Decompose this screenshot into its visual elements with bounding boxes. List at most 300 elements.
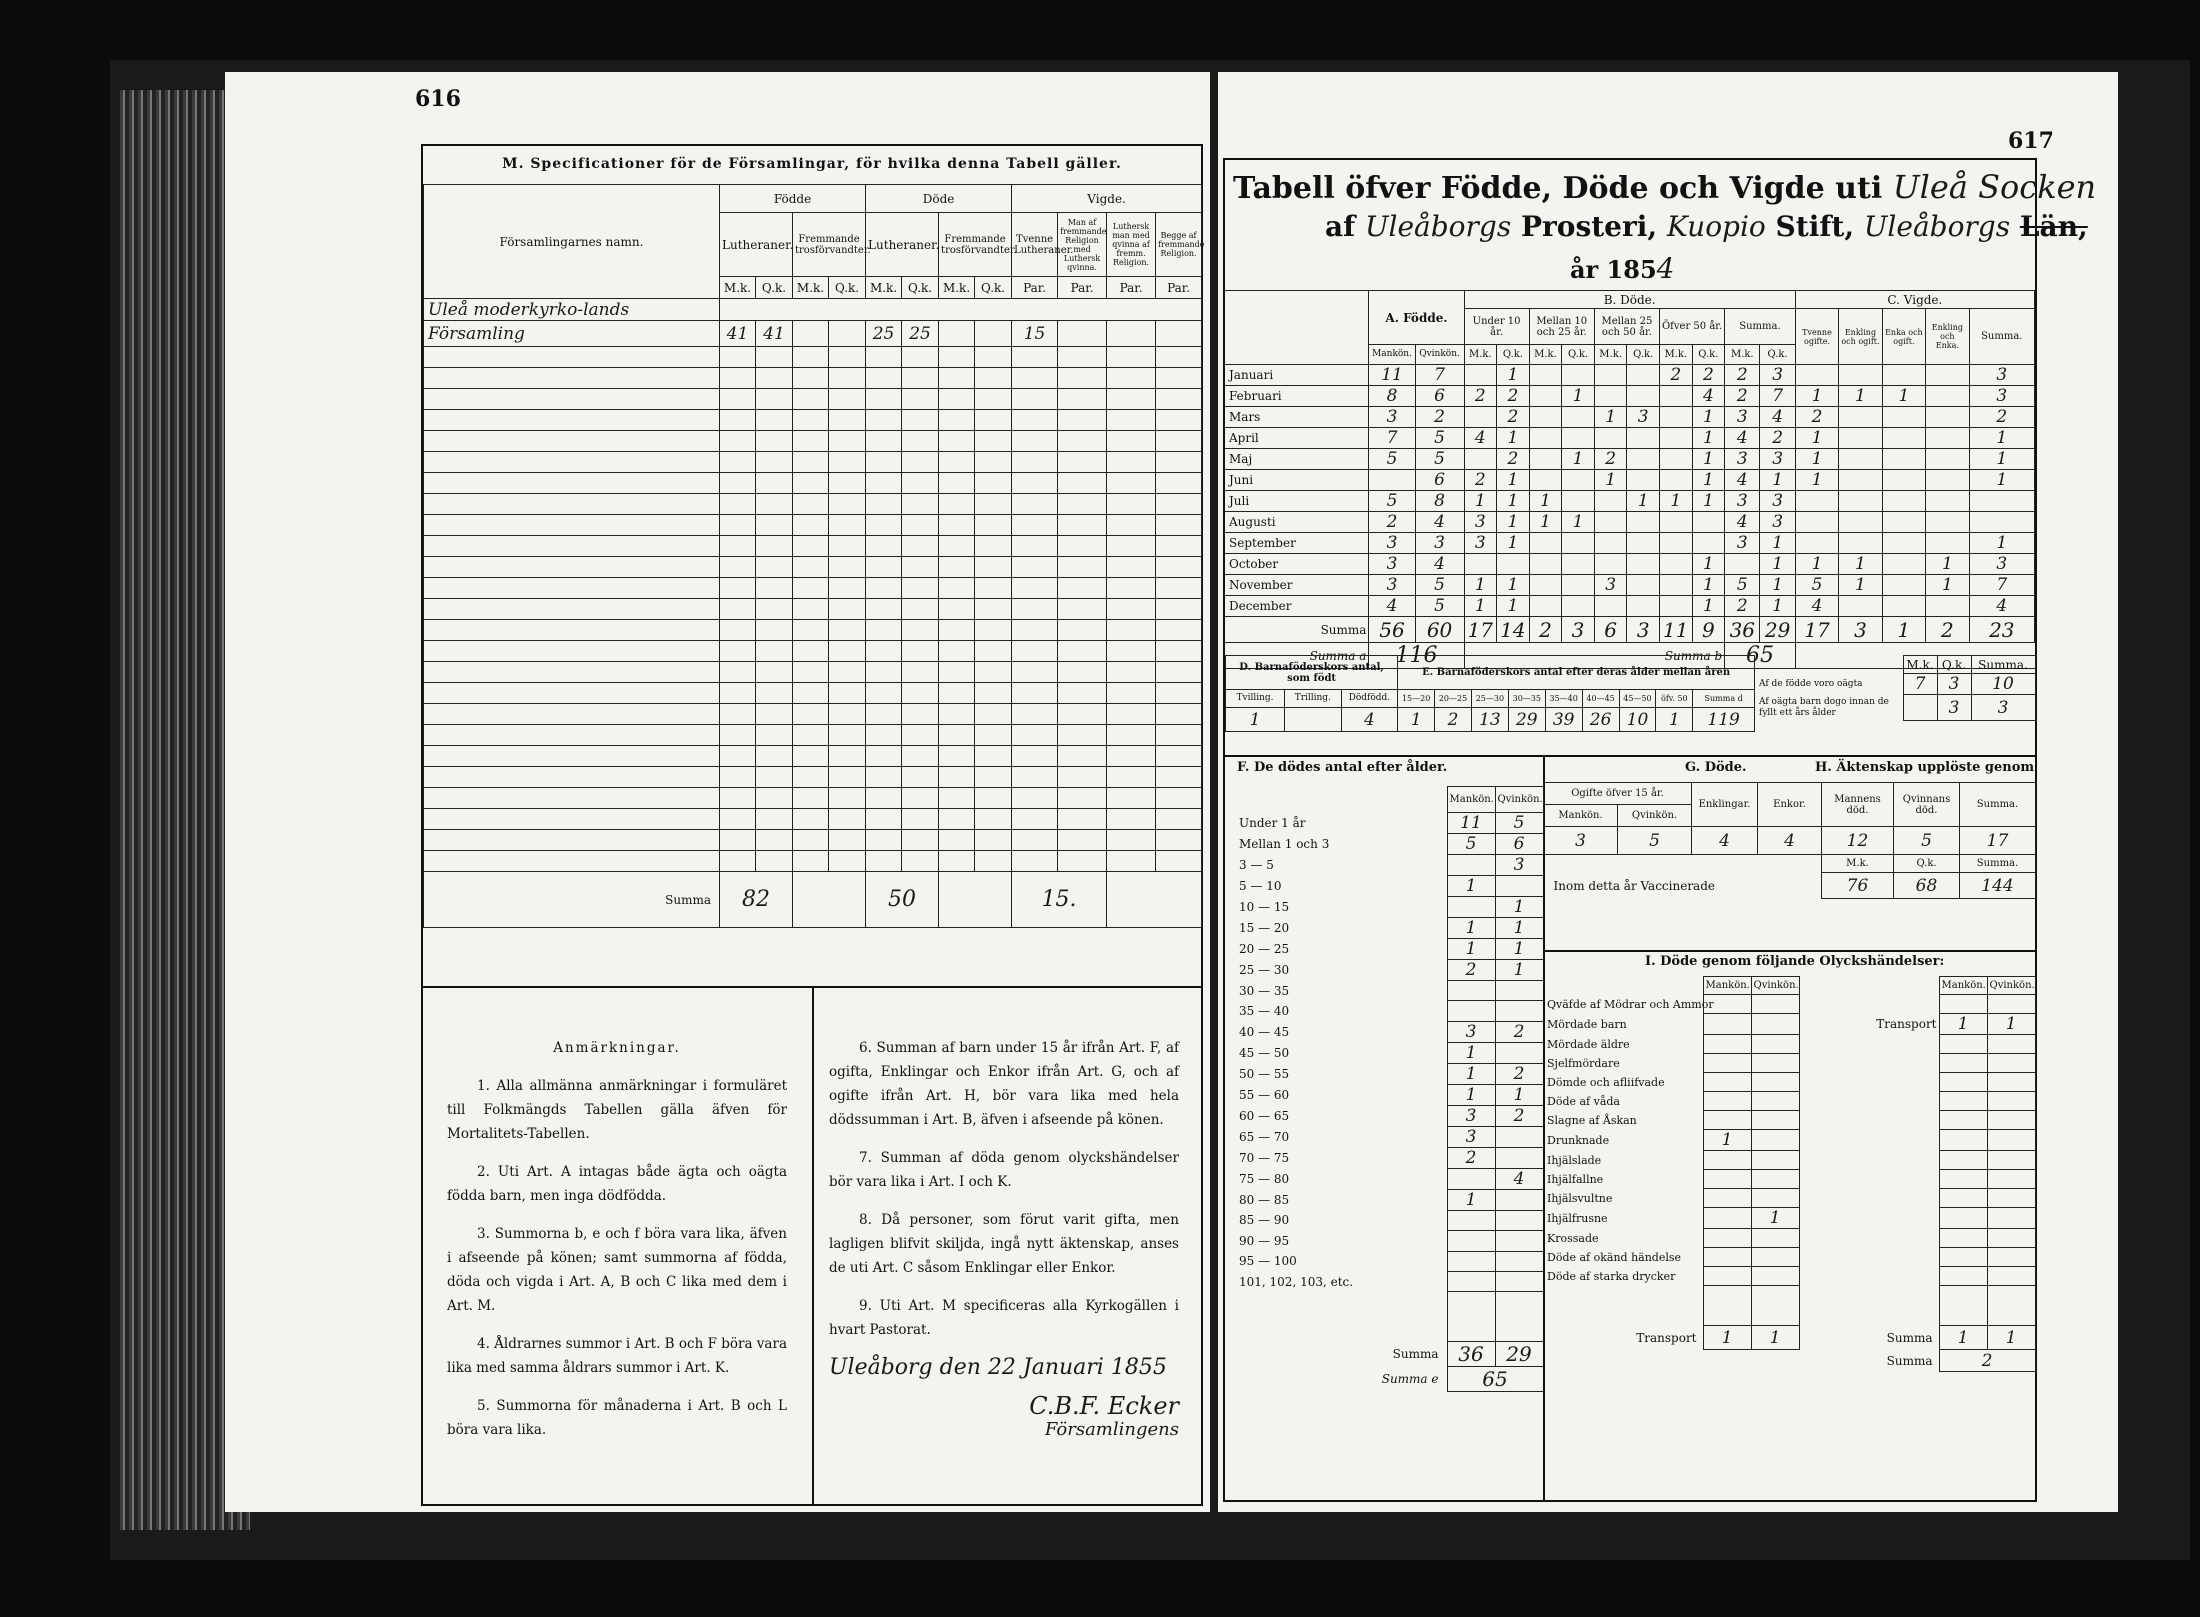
m-empty-cell xyxy=(939,557,975,578)
month-name: November xyxy=(1225,575,1369,596)
m-empty-cell xyxy=(1058,431,1107,452)
m-empty-cell xyxy=(1012,368,1058,389)
m-empty-cell xyxy=(1156,368,1202,389)
m-empty-cell xyxy=(1156,788,1202,809)
i-q xyxy=(1751,995,1799,1014)
m-empty-cell xyxy=(1107,536,1156,557)
m-empty-cell xyxy=(424,536,720,557)
month-cell: 1 xyxy=(1497,491,1530,512)
month-cell: 5 xyxy=(1415,596,1464,617)
i-row xyxy=(1543,1170,2035,1189)
m-empty-cell xyxy=(829,452,866,473)
month-cell: 4 xyxy=(1415,512,1464,533)
m-empty-cell xyxy=(793,851,829,872)
f-age: 5 — 10 xyxy=(1239,879,1282,893)
f-q xyxy=(1495,1126,1543,1147)
month-cell: 4 xyxy=(1795,596,1838,617)
m-empty-cell xyxy=(866,788,902,809)
i-transport-cell xyxy=(1799,1170,1939,1189)
m-empty-cell xyxy=(939,809,975,830)
month-cell xyxy=(1969,491,2034,512)
m-empty-cell xyxy=(720,767,756,788)
month-cell: 7 xyxy=(1415,365,1464,386)
m-empty-cell xyxy=(866,620,902,641)
i-row xyxy=(1543,1229,2035,1248)
g-qvinkon: Qvinkön. xyxy=(1618,805,1692,827)
summa-cell: 60 xyxy=(1415,617,1464,643)
m-empty-cell xyxy=(1012,767,1058,788)
i-m xyxy=(1703,1014,1751,1035)
f-row xyxy=(1225,1210,1543,1230)
e-col: 15—20 xyxy=(1398,690,1435,708)
m-empty-cell xyxy=(756,704,793,725)
f-m xyxy=(1447,1210,1495,1230)
month-cell xyxy=(1594,554,1627,575)
m-empty-cell xyxy=(756,368,793,389)
left-page xyxy=(225,72,1210,1512)
right-frame xyxy=(1223,158,2097,1502)
i-q xyxy=(1751,1248,1799,1267)
f-row xyxy=(1225,1042,1543,1063)
i-cause: Ihjälslade xyxy=(1547,1153,1602,1167)
i-q xyxy=(1751,1092,1799,1111)
month-cell xyxy=(1562,407,1595,428)
month-cell: 1 xyxy=(1529,491,1562,512)
m-empty-cell xyxy=(720,683,756,704)
m-empty-cell xyxy=(756,431,793,452)
m-empty-cell xyxy=(756,851,793,872)
i-transport-q xyxy=(1987,1248,2035,1267)
f-m: 1 xyxy=(1447,1063,1495,1084)
m-empty-cell xyxy=(424,515,720,536)
m-empty-cell xyxy=(1012,536,1058,557)
month-cell xyxy=(1692,512,1725,533)
m-empty-cell xyxy=(866,767,902,788)
m-empty-cell xyxy=(720,473,756,494)
m-empty-cell xyxy=(1058,788,1107,809)
m-empty-cell xyxy=(975,788,1012,809)
h-mannens: Mannens död. xyxy=(1822,783,1894,827)
d-val: 4 xyxy=(1341,708,1398,732)
a-head: A. Födde. xyxy=(1369,291,1464,345)
m-empty-cell xyxy=(866,725,902,746)
month-cell: 1 xyxy=(1562,449,1595,470)
summa-cell: 3 xyxy=(1562,617,1595,643)
ofodde-label: Af de födde voro oägta xyxy=(1759,678,1863,689)
m-empty-cell xyxy=(756,725,793,746)
note-5: 5. Summorna för månaderna i Art. B och L böra vara lika. xyxy=(447,1398,787,1438)
i-transport-m xyxy=(1939,1229,1987,1248)
e-val: 29 xyxy=(1508,708,1545,732)
month-cell xyxy=(1725,554,1760,575)
oagta-dog-val: 3 xyxy=(1937,695,1971,721)
m-empty-cell xyxy=(902,473,939,494)
i-transport-cell xyxy=(1799,1073,1939,1092)
i-row xyxy=(1543,1035,2035,1054)
title-2e: Stift, xyxy=(1775,210,1855,243)
i-transport-m xyxy=(1939,1170,1987,1189)
month-cell xyxy=(1464,407,1497,428)
month-cell xyxy=(1594,386,1627,407)
month-cell: 1 xyxy=(1562,386,1595,407)
f-row xyxy=(1225,1168,1543,1189)
i-m xyxy=(1703,1189,1751,1208)
i-q xyxy=(1751,1073,1799,1092)
c-group: Summa. xyxy=(1969,309,2034,365)
h-head: H. Äktenskap upplöste genom xyxy=(1815,760,2035,775)
m-empty-cell xyxy=(1107,725,1156,746)
transport-bottom-label: Transport xyxy=(1636,1330,1697,1345)
f-m: 1 xyxy=(1447,918,1495,939)
m-empty-cell xyxy=(975,410,1012,431)
f-age: 40 — 45 xyxy=(1239,1024,1290,1039)
i-transport-cell xyxy=(1799,1189,1939,1208)
month-cell xyxy=(1839,449,1882,470)
m-empty-cell xyxy=(975,473,1012,494)
f-row xyxy=(1225,1084,1543,1105)
m-empty-cell xyxy=(756,788,793,809)
month-name: Juli xyxy=(1225,491,1369,512)
e-val: 26 xyxy=(1582,708,1619,732)
m-empty-cell xyxy=(975,494,1012,515)
month-cell: 1 xyxy=(1839,386,1882,407)
m-empty-row xyxy=(424,536,1202,557)
b-group: Summa. xyxy=(1725,309,1796,345)
m-empty-cell xyxy=(756,536,793,557)
m-empty-cell xyxy=(1156,704,1202,725)
i-summa-q: 1 xyxy=(1987,1326,2035,1350)
month-cell: 1 xyxy=(1497,365,1530,386)
month-cell xyxy=(1464,365,1497,386)
month-cell: 3 xyxy=(1464,533,1497,554)
summa-e: 65 xyxy=(1447,1367,1543,1392)
m-empty-cell xyxy=(829,641,866,662)
f-q: 1 xyxy=(1495,1084,1543,1105)
m-empty-cell xyxy=(1156,851,1202,872)
m-empty-cell xyxy=(829,704,866,725)
gh-table xyxy=(1543,782,2036,899)
m-empty-cell xyxy=(975,767,1012,788)
month-cell: 1 xyxy=(1497,470,1530,491)
m-empty-cell xyxy=(756,347,793,368)
m-empty-cell xyxy=(793,599,829,620)
month-cell xyxy=(1926,386,1969,407)
month-cell: 1 xyxy=(1692,470,1725,491)
m-empty-row xyxy=(424,809,1202,830)
m-summa-vigde: 15. xyxy=(1012,872,1107,928)
m-table xyxy=(423,184,1205,928)
m-empty-cell xyxy=(793,431,829,452)
m-empty-cell xyxy=(720,578,756,599)
m-empty-cell xyxy=(1107,578,1156,599)
m-val xyxy=(1107,321,1156,347)
i-q xyxy=(1751,1054,1799,1073)
m-empty-cell xyxy=(1156,515,1202,536)
month-cell xyxy=(1464,449,1497,470)
month-row xyxy=(1225,449,2035,470)
month-cell: 1 xyxy=(1692,449,1725,470)
m-empty-cell xyxy=(939,473,975,494)
m-empty-cell xyxy=(720,788,756,809)
m-empty-cell xyxy=(756,578,793,599)
m-empty-cell xyxy=(866,452,902,473)
m-empty-cell xyxy=(975,347,1012,368)
i-summa-label: Summa xyxy=(1886,1330,1933,1345)
f-row xyxy=(1225,1126,1543,1147)
month-cell xyxy=(1659,554,1692,575)
m-empty-cell xyxy=(866,599,902,620)
m-empty-cell xyxy=(975,809,1012,830)
m-empty-cell xyxy=(866,494,902,515)
month-row xyxy=(1225,596,2035,617)
i-cause: Ihjälfrusne xyxy=(1547,1211,1608,1225)
month-cell: 1 xyxy=(1760,596,1795,617)
month-cell: 5 xyxy=(1369,449,1415,470)
f-summa-q: 29 xyxy=(1495,1342,1543,1367)
b-mk: M.k. xyxy=(1725,345,1760,365)
v-mk: M.k. xyxy=(1822,855,1894,873)
i-head: I. Döde genom följande Olyckshändelser: xyxy=(1645,954,1945,969)
i-m xyxy=(1703,1054,1751,1073)
month-cell: 1 xyxy=(1464,491,1497,512)
month-cell xyxy=(1692,533,1725,554)
m-empty-row xyxy=(424,830,1202,851)
g-enkor: Enkor. xyxy=(1758,783,1822,827)
month-cell: 3 xyxy=(1464,512,1497,533)
i-summa-m: 1 xyxy=(1939,1326,1987,1350)
m-empty-cell xyxy=(793,473,829,494)
f-row xyxy=(1225,1271,1543,1291)
e-col: öfv. 50 xyxy=(1656,690,1693,708)
f-age: Under 1 år xyxy=(1239,816,1306,830)
m-empty-cell xyxy=(756,452,793,473)
f-q: 2 xyxy=(1495,1063,1543,1084)
i-row xyxy=(1543,995,2035,1014)
i-transport-m xyxy=(1939,995,1987,1014)
m-empty-cell xyxy=(866,851,902,872)
m-empty-cell xyxy=(1156,641,1202,662)
month-cell xyxy=(1627,365,1660,386)
m-vigde: Vigde. xyxy=(1012,185,1202,213)
g-enklingar: Enklingar. xyxy=(1692,783,1758,827)
m-empty-cell xyxy=(829,368,866,389)
m-empty-cell xyxy=(975,704,1012,725)
m-empty-cell xyxy=(829,494,866,515)
month-name: December xyxy=(1225,596,1369,617)
month-cell xyxy=(1529,428,1562,449)
m-empty-cell xyxy=(829,578,866,599)
o-qk: Q.k. xyxy=(1937,656,1971,674)
i-transport-cell xyxy=(1799,1111,1939,1130)
m-empty-row xyxy=(424,683,1202,704)
m-summa-label: Summa xyxy=(424,872,720,928)
i-qvinkon: Qvinkön. xyxy=(1751,977,1799,995)
m-fodde: Födde xyxy=(720,185,866,213)
summa-cell: 2 xyxy=(1529,617,1562,643)
i-m xyxy=(1703,1111,1751,1130)
m-empty-cell xyxy=(902,725,939,746)
summa-cell: 36 xyxy=(1725,617,1760,643)
month-cell: 1 xyxy=(1594,407,1627,428)
i-transport-m xyxy=(1939,1035,1987,1054)
f-summa-m: 36 xyxy=(1447,1342,1495,1367)
m-empty-cell xyxy=(939,767,975,788)
m-dode-luth: Lutheraner. xyxy=(866,213,939,277)
m-empty-cell xyxy=(939,662,975,683)
i-cause: Ihjälsvultne xyxy=(1547,1191,1613,1205)
e-val: 1 xyxy=(1398,708,1435,732)
m-empty-cell xyxy=(902,851,939,872)
v-summa: Summa. xyxy=(1960,855,2036,873)
summa-cell: 3 xyxy=(1839,617,1882,643)
month-cell xyxy=(1594,512,1627,533)
month-cell: 3 xyxy=(1725,491,1760,512)
i-q xyxy=(1751,1170,1799,1189)
m-empty-cell xyxy=(720,725,756,746)
m-empty-cell xyxy=(720,620,756,641)
month-cell xyxy=(1839,596,1882,617)
summa-cell: 17 xyxy=(1464,617,1497,643)
month-cell xyxy=(1795,533,1838,554)
m-empty-row xyxy=(424,704,1202,725)
f-m xyxy=(1447,897,1495,918)
month-cell xyxy=(1882,575,1925,596)
m-val: 15 xyxy=(1012,321,1058,347)
summa-row xyxy=(1225,617,2035,643)
right-page xyxy=(1218,72,2118,1512)
de-vals xyxy=(1226,708,1755,732)
summa-cell: 3 xyxy=(1627,617,1660,643)
m-empty-cell xyxy=(1058,809,1107,830)
month-cell xyxy=(1839,533,1882,554)
month-cell xyxy=(1882,365,1925,386)
i-transport-m xyxy=(1939,1054,1987,1073)
m-empty-cell xyxy=(866,662,902,683)
month-cell xyxy=(1627,533,1660,554)
i-transport-q xyxy=(1987,995,2035,1014)
month-cell xyxy=(1882,449,1925,470)
f-row xyxy=(1225,918,1543,939)
i-q xyxy=(1751,1130,1799,1151)
b-qk: Q.k. xyxy=(1497,345,1530,365)
m-empty-row xyxy=(424,452,1202,473)
m-empty-cell xyxy=(720,494,756,515)
i-row xyxy=(1543,1092,2035,1111)
m-empty-cell xyxy=(939,368,975,389)
m-empty-cell xyxy=(1156,746,1202,767)
m-val: 25 xyxy=(902,321,939,347)
month-cell xyxy=(1839,407,1882,428)
m-empty-cell xyxy=(1107,473,1156,494)
f-rows xyxy=(1225,813,1543,1292)
note-1: 1. Alla allmänna anmärkningar i formuläret till Folkmängds Tabellen gälla äfven för Mortalitets-Tabellen. xyxy=(447,1078,787,1142)
month-cell: 11 xyxy=(1369,365,1415,386)
m-empty-cell xyxy=(1012,662,1058,683)
month-cell: 1 xyxy=(1882,386,1925,407)
month-cell xyxy=(1529,554,1562,575)
f-age: 90 — 95 xyxy=(1239,1233,1290,1248)
m-summa-fodde-frem xyxy=(793,872,866,928)
f-m xyxy=(1447,1168,1495,1189)
i-summa-total-label: Summa xyxy=(1886,1353,1933,1368)
i-transport-cell: Transport xyxy=(1876,1017,1937,1031)
m-empty-cell xyxy=(866,830,902,851)
m-empty-cell xyxy=(939,641,975,662)
month-cell: 2 xyxy=(1725,596,1760,617)
month-cell xyxy=(1627,449,1660,470)
month-cell xyxy=(1659,575,1692,596)
i-rows xyxy=(1543,995,2035,1286)
summa-e-label: Summa e xyxy=(1381,1372,1439,1387)
month-cell xyxy=(1795,512,1838,533)
month-cell xyxy=(1659,386,1692,407)
month-cell: 6 xyxy=(1415,470,1464,491)
m-empty-cell xyxy=(1107,431,1156,452)
m-empty-cell xyxy=(902,536,939,557)
month-cell: 2 xyxy=(1497,449,1530,470)
f-age: 10 — 15 xyxy=(1239,900,1290,914)
month-cell: 3 xyxy=(1627,407,1660,428)
month-cell: 3 xyxy=(1415,533,1464,554)
m-empty-cell xyxy=(424,830,720,851)
oagta-dog-label: Af oägta barn dogo innan de fyllt ett års ålder xyxy=(1759,696,1889,718)
month-cell xyxy=(1795,491,1838,512)
month-cell: 1 xyxy=(1692,554,1725,575)
month-cell xyxy=(1627,596,1660,617)
month-cell xyxy=(1627,554,1660,575)
month-cell: 8 xyxy=(1369,386,1415,407)
month-cell: 3 xyxy=(1369,554,1415,575)
f-age: 15 — 20 xyxy=(1239,921,1290,935)
b-group: Under 10 år. xyxy=(1464,309,1529,345)
m-empty-cell xyxy=(1156,725,1202,746)
f-q: 2 xyxy=(1495,1021,1543,1042)
m-empty-cell xyxy=(756,746,793,767)
m-empty-cell xyxy=(829,389,866,410)
m-empty-cell xyxy=(939,851,975,872)
m-empty-cell xyxy=(1156,473,1202,494)
signature-name: C.B.F. Ecker xyxy=(1029,1392,1179,1420)
m-empty-cell xyxy=(720,746,756,767)
month-cell xyxy=(1529,407,1562,428)
month-cell: 2 xyxy=(1464,470,1497,491)
i-m xyxy=(1703,1073,1751,1092)
m-empty-cell xyxy=(902,767,939,788)
m-empty-cell xyxy=(939,788,975,809)
m-empty-cell xyxy=(1156,683,1202,704)
i-q xyxy=(1751,1035,1799,1054)
month-cell: 5 xyxy=(1415,428,1464,449)
f-row xyxy=(1225,1147,1543,1168)
month-name: Juni xyxy=(1225,470,1369,491)
f-m: 3 xyxy=(1447,1105,1495,1126)
f-m xyxy=(1447,1251,1495,1271)
m-empty-cell xyxy=(866,683,902,704)
m-empty-cell xyxy=(424,683,720,704)
m-empty-cell xyxy=(424,641,720,662)
title-parish: Uleå Socken xyxy=(1892,168,2097,206)
m-empty-row xyxy=(424,599,1202,620)
m-h-mk: M.k. xyxy=(720,277,756,299)
m-empty-row xyxy=(424,641,1202,662)
m-luth-man: Luthersk man med qvinna af fremm. Religion. xyxy=(1107,213,1156,277)
m-empty-cell xyxy=(756,473,793,494)
m-empty-cell xyxy=(424,578,720,599)
m-val xyxy=(1156,321,1202,347)
m-summa-vigde-2 xyxy=(1107,872,1202,928)
e-col: 40—45 xyxy=(1582,690,1619,708)
month-cell xyxy=(1659,512,1692,533)
